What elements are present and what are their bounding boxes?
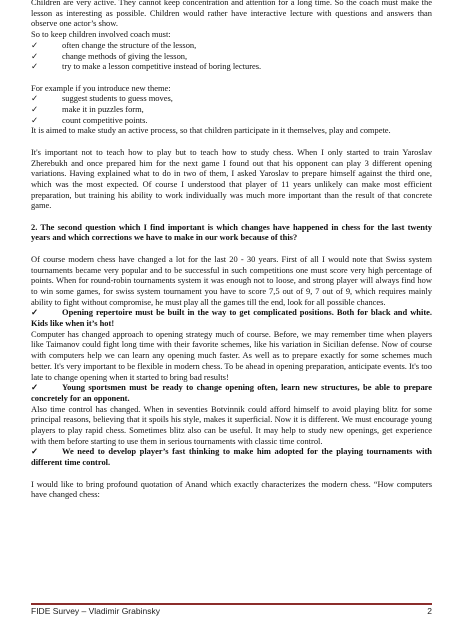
list-item-text: try to make a lesson competitive instead of boring lectures. [62,61,262,72]
bold-point [31,446,432,467]
list-item-text: count competitive points. [62,114,148,125]
list-item-text: change methods of giving the lesson, [62,50,188,61]
bold-point-text: Young sportsmen must be ready to change opening often, learn new structures, be able to prepare concretely for an opponent. [31,382,432,403]
paragraph: It's important not to teach how to play but to teach how to study chess. When I only started to train Yaroslav Zherebukh and once prepared him for the next game I found out that his opponent can play 3 different opening variations. Having explained what to do in two of them, I asked Yaroslav to prepare himself against the third one, which was the most expected. Of course I understood that player of 11 years unlikely can make most efficient preparation, but training his ability to work individually was much more important than the result of that concrete game. [31,146,432,211]
paragraph: I would like to bring profound quotation of Anand which exactly characterizes the modern chess. “How computers have changed chess: [31,478,432,500]
list-item-text: often change the structure of the lesson, [62,39,197,50]
bold-point [31,307,432,328]
paragraph: For example if you introduce new theme: [31,82,171,93]
bold-point-text: Opening repertoire must be built in the way to get complicated positions. Both for black and white. Kids like when it’s hot! [31,307,432,329]
bold-point-text: We need to develop player’s fast thinking to make him adopted for the playing tournaments with different time control. [31,446,432,468]
list-item [31,40,432,51]
document-body [31,0,432,500]
footer-title: FIDE Survey – Vladimir Grabinsky [31,606,160,616]
list-item [31,115,432,126]
paragraph: Children are very active. They cannot keep concentration and attention for a long time. So the coach must make the lesson as interesting as possible. Children would rather have interactive lecture with questions and answers than observe one actor’s show. [31,0,432,29]
paragraph: Of course modern chess have changed a lot for the last 20 - 30 years. First of all I would note that Swiss system tournaments became very popular and to be successful in such competitions one must score very high percentage of points. When for round-robin tournaments system it was enough not to loose, and strong player will always find how to win some games, for swiss system tournament you have to score 7,5 out of 9, 7 out of 9, which requires mainly ability to fight without compromise, he must play all the games till the end, look for all possible chances. [31,253,432,307]
checkmark-icon: ✓ [31,50,39,61]
spacer [31,136,432,147]
page-footer [31,606,432,616]
footer-rule [31,603,432,605]
paragraph: So to keep children involved coach must: [31,29,171,40]
checkmark-icon: ✓ [31,114,39,125]
paragraph: It is aimed to make study an active process, so that children participate in it themselves, play and compete. [31,125,391,136]
paragraph: Computer has changed approach to opening strategy much of course. Before, we may remember time when players like Taimanov could fight long time with their favorite schemes, like his variation in Sicilian defense. Now of course with computers help we can learn any opening much faster. As well as to prepare exactly for some schemes much better. It's very important to be flexible in modern chess. To be ahead in opening preparation, anticipate events. It's too late to change opening when it started to bring bad results! [31,328,432,382]
bold-point [31,382,432,403]
spacer [31,243,432,254]
checkmark-icon: ✓ [31,93,39,104]
spacer [31,72,432,83]
checkmark-icon: ✓ [31,307,39,318]
page-number: 2 [427,606,432,616]
list-item-text: suggest students to guess moves, [62,93,173,104]
spacer [31,211,432,222]
checkmark-icon: ✓ [31,382,39,393]
list-item-text: make it in puzzles form, [62,104,144,115]
list-item [31,61,432,72]
list-item [31,51,432,62]
checkmark-icon: ✓ [31,104,39,115]
checkmark-icon: ✓ [31,61,39,72]
list-item [31,104,432,115]
list-item [31,93,432,104]
checkmark-icon: ✓ [31,446,39,457]
question-heading: 2. The second question which I find important is which changes have happened in chess for the last twenty years and which corrections we have to make in our work because of this? [31,221,432,243]
paragraph: Also time control has changed. When in seventies Botvinnik could afford himself to avoid playing blitz for some principal reasons, believing that it spoils his style, makes it superficial. Now it is different. We must encourage young players to play rapid chess. Sometimes blitz also can be useful. It may help to study new openings, get experience with them before starting to use them in serious tournaments with classic time control. [31,403,432,446]
spacer [31,468,432,479]
checkmark-icon: ✓ [31,39,39,50]
